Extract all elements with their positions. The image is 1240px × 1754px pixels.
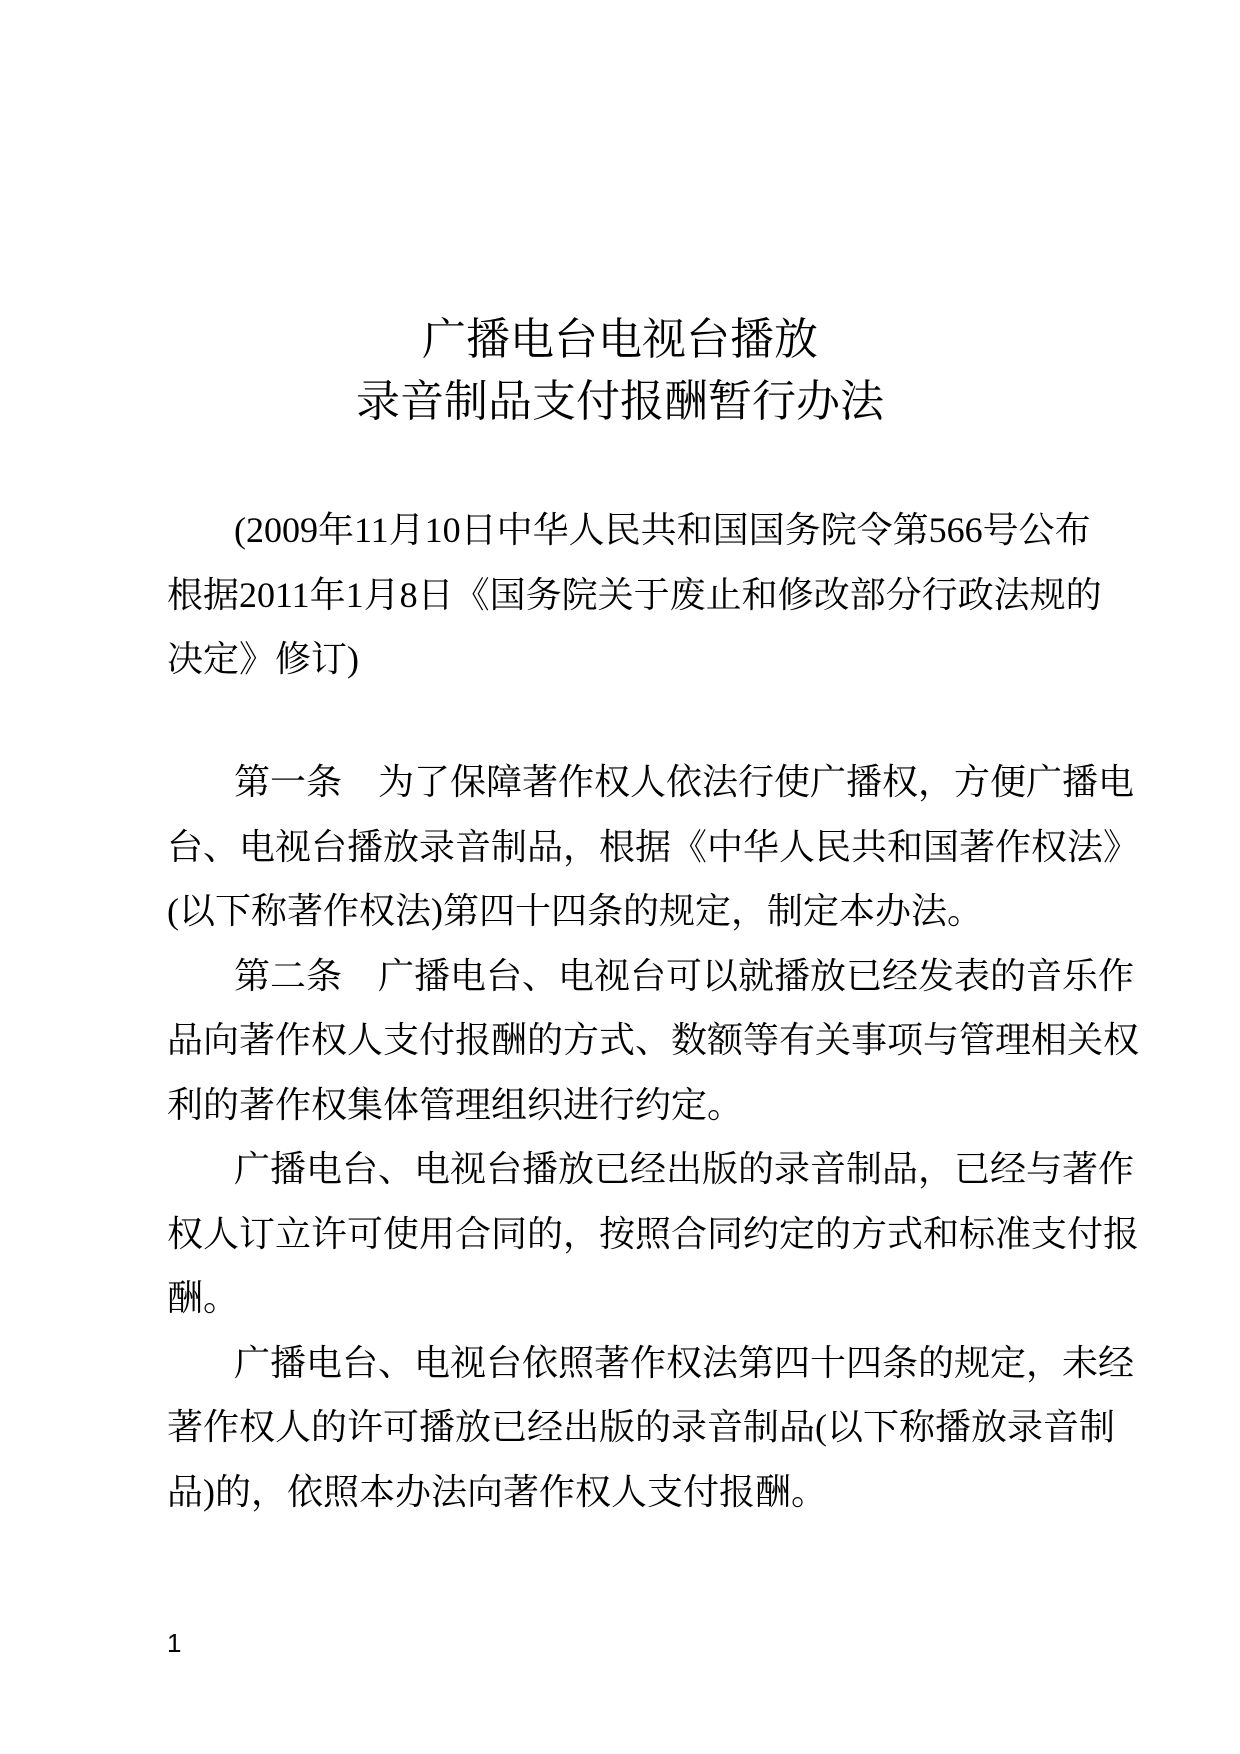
article-2-para-3-line: 广播电台、电视台依照著作权法第四十四条的规定，未经 bbox=[234, 1342, 1135, 1383]
article-2-line: 利的著作权集体管理组织进行约定。 bbox=[167, 1084, 744, 1125]
article-2-para-2-line: 广播电台、电视台播放已经出版的录音制品，已经与著作 bbox=[234, 1149, 1135, 1189]
article-2-para-3-line: 著作权人的许可播放已经出版的录音制品(以下称播放录音制 bbox=[167, 1407, 1115, 1447]
preamble-line: 决定》修订) bbox=[167, 639, 359, 679]
article-2-para-2-line: 权人订立许可使用合同的，按照合同约定的方式和标准支付报 bbox=[167, 1213, 1140, 1254]
article-2-line: 第二条 广播电台、电视台可以就播放已经发表的音乐作 bbox=[234, 955, 1135, 996]
document-body bbox=[167, 750, 1140, 1524]
preamble-note bbox=[167, 498, 1102, 692]
article-1-line: (以下称著作权法)第四十四条的规定，制定本办法。 bbox=[167, 891, 983, 931]
page-number: 1 bbox=[167, 1628, 182, 1658]
preamble-line: (2009年11月10日中华人民共和国国务院令第566号公布 bbox=[234, 510, 1091, 550]
preamble-line: 根据2011年1月8日《国务院关于废止和修改部分行政法规的 bbox=[167, 574, 1102, 615]
article-2-para-3-line: 品)的，依照本办法向著作权人支付报酬。 bbox=[167, 1471, 827, 1512]
article-2-para-2-line: 酬。 bbox=[167, 1278, 240, 1318]
article-1-line: 第一条 为了保障著作权人依法行使广播权，方便广播电 bbox=[234, 762, 1135, 802]
document-title-line-2: 录音制品支付报酬暂行办法 bbox=[356, 377, 884, 426]
article-2-line: 品向著作权人支付报酬的方式、数额等有关事项与管理相关权 bbox=[167, 1020, 1140, 1060]
document-title-line-1: 广播电台电视台播放 bbox=[422, 315, 818, 364]
article-1-line: 台、电视台播放录音制品，根据《中华人民共和国著作权法》 bbox=[167, 826, 1140, 867]
